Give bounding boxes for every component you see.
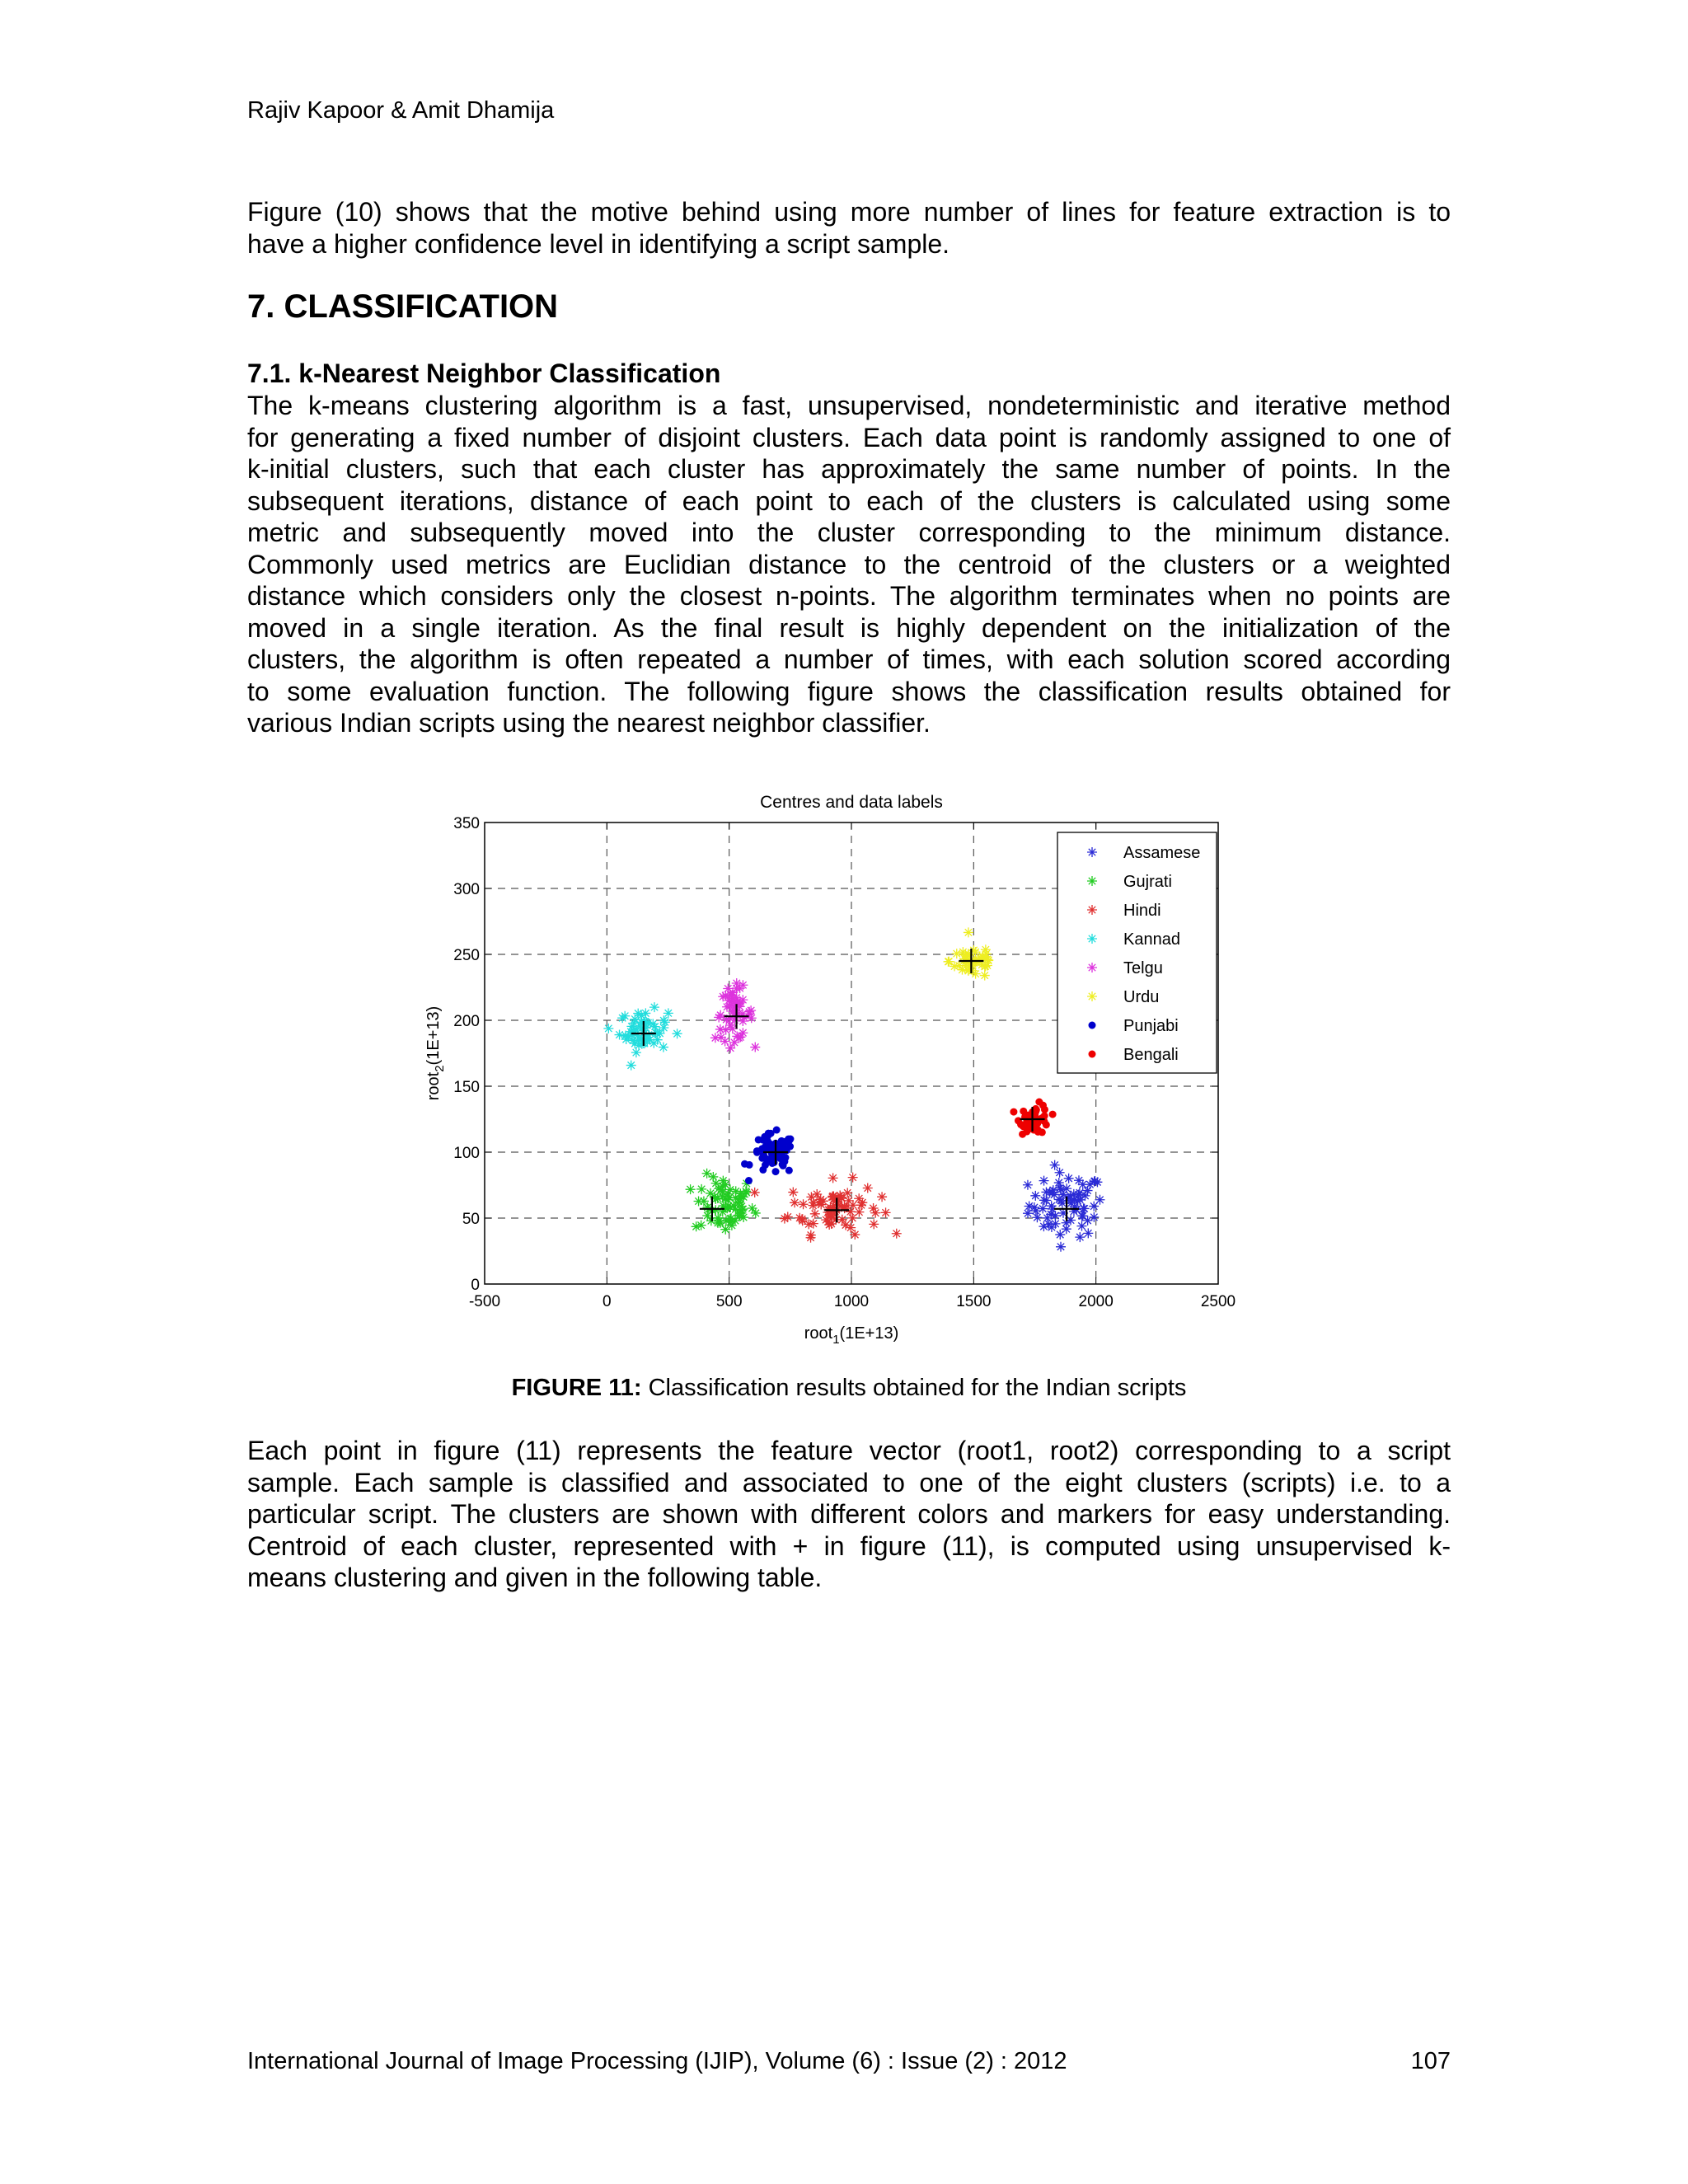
running-header: Rajiv Kapoor & Amit Dhamija (247, 97, 555, 124)
data-point (1055, 1168, 1065, 1178)
body-line: distance which considers only the closest n-points. The algorithm terminates when no points are (247, 581, 1451, 611)
legend-label: Urdu (1123, 988, 1160, 1006)
legend-label: Telgu (1123, 959, 1163, 977)
data-point (863, 1183, 873, 1193)
data-point (1077, 1221, 1087, 1231)
body-line: The k-means clustering algorithm is a fast, unsupervised, nondeterministic and iterative method (247, 391, 1451, 420)
y-axis-label: root$_2$(1E+13) (424, 1005, 447, 1101)
data-point (1080, 1203, 1090, 1213)
data-point (1075, 1232, 1085, 1242)
legend-marker (1087, 934, 1097, 944)
legend-label: Kannad (1123, 930, 1180, 949)
legend-marker (1087, 991, 1097, 1001)
data-point (892, 1229, 902, 1239)
data-point (837, 1193, 846, 1202)
y-tick-label: 350 (453, 815, 480, 832)
legend-marker (1087, 905, 1097, 915)
scatter-chart (412, 791, 1278, 1360)
after-line: Centroid of each cluster, represented with + in figure (11), is computed using unsupervised k- (247, 1530, 1451, 1561)
data-point (810, 1209, 820, 1219)
data-point (1020, 1108, 1027, 1115)
data-point (1044, 1220, 1054, 1230)
y-tick-label: 300 (453, 881, 480, 898)
data-point (790, 1197, 799, 1207)
data-point (1095, 1195, 1104, 1205)
y-tick-label: 50 (462, 1211, 480, 1228)
data-point (1019, 1131, 1026, 1138)
data-point (981, 944, 991, 954)
data-point (828, 1173, 838, 1183)
data-point (1038, 1204, 1048, 1214)
x-axis-label: root$_1$(1E+13) (804, 1324, 899, 1347)
intro-line: Figure (10) shows that the motive behind using more number of lines for feature extraction is to (247, 197, 1451, 227)
legend-label: Gujrati (1123, 873, 1172, 891)
caption-label: FIGURE 11: (511, 1375, 642, 1401)
data-point (954, 961, 964, 971)
data-point (772, 1168, 780, 1175)
data-point (746, 1161, 753, 1169)
intro-paragraph (247, 196, 1451, 260)
legend-marker (1087, 847, 1097, 857)
data-point (721, 1216, 731, 1226)
data-point (1032, 1212, 1042, 1222)
data-point (762, 1139, 770, 1146)
y-tick-label: 250 (453, 947, 480, 964)
data-point (837, 1215, 847, 1225)
data-point (964, 927, 973, 937)
data-point (745, 1177, 753, 1184)
legend-marker (1089, 1022, 1096, 1029)
x-tick-label: 0 (603, 1293, 612, 1310)
data-point (943, 957, 953, 967)
data-point (714, 1012, 724, 1022)
legend-box (1057, 832, 1217, 1073)
data-point (640, 1038, 649, 1048)
x-tick-label: 2500 (1200, 1293, 1236, 1310)
data-point (1050, 1211, 1060, 1221)
body-line: Commonly used metrics are Euclidian distance to the centroid of the clusters or a weighted (247, 549, 1451, 579)
x-tick-label: 2000 (1078, 1293, 1114, 1310)
data-point (785, 1167, 793, 1174)
data-point (1056, 1242, 1066, 1252)
data-point (735, 1208, 745, 1218)
y-tick-label: 0 (471, 1277, 480, 1294)
data-point (952, 949, 962, 958)
data-point (781, 1154, 789, 1161)
data-point (750, 1043, 760, 1052)
after-paragraph (247, 1435, 1451, 1594)
data-point (1049, 1111, 1057, 1118)
data-point (877, 1192, 887, 1202)
data-point (778, 1137, 785, 1145)
data-point (1055, 1183, 1065, 1193)
y-tick-label: 150 (453, 1079, 480, 1096)
legend-marker (1087, 963, 1097, 972)
page-number: 107 (1410, 2048, 1451, 2074)
intro-line: have a higher confidence level in identifying a script sample. (247, 228, 950, 259)
data-point (981, 961, 991, 971)
body-line: to some evaluation function. The following figure shows the classification results obtained for (247, 676, 1451, 706)
data-point (848, 1173, 858, 1183)
body-line: clusters, the algorithm is often repeated a number of times, with each solution scored according (247, 644, 1451, 674)
figure-caption (247, 1375, 1451, 1402)
legend-label: Hindi (1123, 902, 1161, 920)
data-point (1030, 1191, 1040, 1201)
data-point (869, 1219, 879, 1229)
subsection-title: 7.1. k-Nearest Neighbor Classification (247, 359, 721, 388)
data-point (821, 1215, 831, 1225)
data-point (735, 1194, 745, 1204)
legend-label: Bengali (1123, 1046, 1179, 1064)
data-point (655, 1029, 665, 1038)
data-point (1039, 1176, 1049, 1186)
data-point (780, 1144, 787, 1151)
data-point (1054, 1194, 1064, 1204)
data-point (773, 1127, 781, 1134)
data-point (1077, 1211, 1087, 1221)
data-point (1034, 1128, 1042, 1136)
data-point (603, 1024, 613, 1033)
y-tick-label: 200 (453, 1013, 480, 1030)
data-point (808, 1201, 818, 1211)
body-line: for generating a fixed number of disjoint clusters. Each data point is randomly assigned to one of (247, 422, 1451, 452)
data-point (734, 1033, 744, 1043)
data-point (1010, 1108, 1017, 1116)
data-point (780, 1162, 787, 1169)
data-point (1050, 1160, 1060, 1170)
legend-label: Punjabi (1123, 1017, 1179, 1035)
data-point (1047, 1188, 1057, 1197)
data-point (1090, 1176, 1100, 1186)
body-line: various Indian scripts using the nearest neighbor classifier. (247, 708, 931, 738)
data-point (720, 1179, 730, 1189)
x-tick-label: 1000 (833, 1293, 870, 1310)
section-title: 7. CLASSIFICATION (247, 288, 559, 325)
data-point (842, 1188, 852, 1197)
body-line: moved in a single iteration. As the final result is highly dependent on the initialization of the (247, 612, 1451, 643)
after-line: Each point in figure (11) represents the feature vector (root1, root2) corresponding to a script (247, 1436, 1451, 1465)
data-point (1023, 1180, 1033, 1190)
data-point (960, 949, 970, 959)
data-point (755, 1136, 762, 1143)
data-point (854, 1193, 864, 1203)
data-point (702, 1169, 712, 1179)
body-line: k-initial clusters, such that each cluster has approximately the same number of points. In the (247, 454, 1451, 484)
after-line: means clustering and given in the following table. (247, 1563, 823, 1592)
legend-marker (1089, 1051, 1096, 1058)
after-line: particular script. The clusters are shown with different colors and markers for easy understanding. (247, 1499, 1451, 1529)
data-point (626, 1061, 636, 1071)
after-line: sample. Each sample is classified and associated to one of the eight clusters (scripts) i.e. to a (247, 1467, 1451, 1497)
data-point (767, 1157, 774, 1165)
data-point (1029, 1202, 1039, 1212)
data-point (750, 1188, 760, 1197)
x-tick-label: -500 (468, 1293, 501, 1310)
chart-title: Centres and data labels (760, 793, 943, 812)
data-point (846, 1223, 856, 1233)
data-point (881, 1207, 891, 1217)
body-line: metric and subsequently moved into the cluster corresponding to the minimum distance. (247, 518, 1451, 547)
footer-journal: International Journal of Image Processing (IJIP), Volume (6) : Issue (2) : 2012 (247, 2048, 1067, 2074)
data-point (1064, 1174, 1074, 1183)
legend-label: Assamese (1123, 844, 1201, 862)
page-footer (247, 2048, 1451, 2075)
data-point (715, 1024, 725, 1034)
data-point (725, 1020, 735, 1030)
caption-text: Classification results obtained for the Indian scripts (641, 1375, 1187, 1401)
data-point (758, 1155, 766, 1162)
data-point (649, 1002, 659, 1012)
data-point (799, 1199, 809, 1209)
data-point (1078, 1179, 1088, 1189)
data-point (1035, 1098, 1043, 1105)
y-tick-label: 100 (453, 1145, 480, 1162)
x-tick-label: 1500 (956, 1293, 992, 1310)
data-point (1039, 1195, 1049, 1205)
data-point (710, 1033, 720, 1043)
data-point (1062, 1224, 1071, 1234)
data-point (847, 1213, 857, 1223)
x-tick-label: 500 (715, 1293, 743, 1310)
legend-marker (1087, 876, 1097, 886)
body-line: subsequent iterations, distance of each point to each of the clusters is calculated using some (247, 485, 1451, 516)
body-paragraph (247, 390, 1451, 739)
